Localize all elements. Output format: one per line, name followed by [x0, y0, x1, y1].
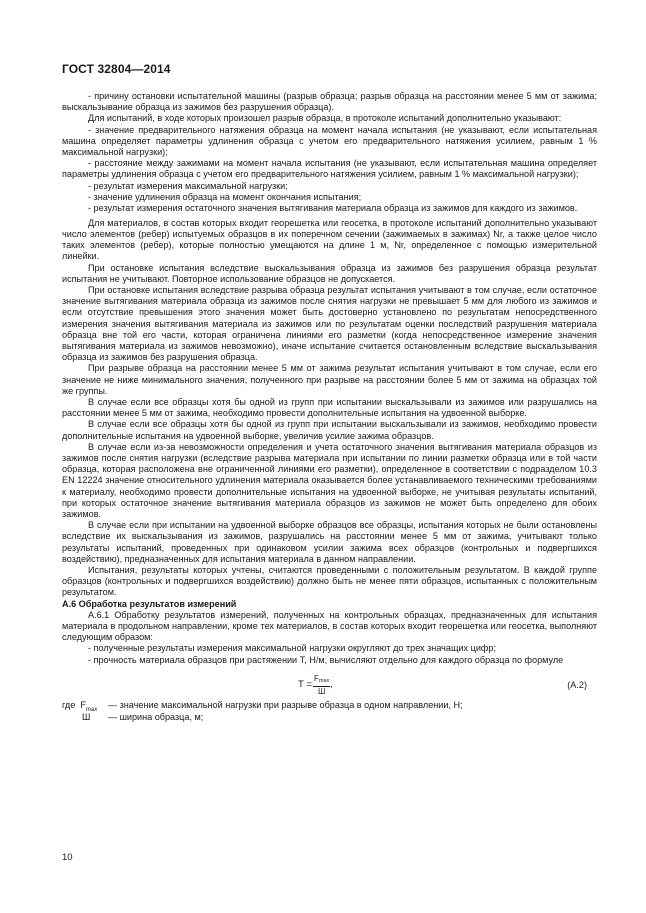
formula — [298, 674, 333, 696]
page-number: 10 — [62, 852, 73, 863]
formula-tail: , — [330, 679, 333, 691]
document-body — [62, 91, 597, 724]
paragraph-increase-clamp: В случае если все образцы хотя бы одной из групп при испытании выскальзывали из зажимов, необходимо провести дополнительные испытания на удвоенной выборке, увеличив усилие зажима образцов. — [62, 419, 597, 441]
legend-width-symbol: Ш — [82, 711, 91, 722]
legend-fmax — [62, 700, 597, 712]
legend-width-text: — ширина образца, м; — [108, 711, 204, 722]
legend-fmax-text: — значение максимальной нагрузки при разрыве образца в одном направлении, Н; — [108, 699, 463, 710]
paragraph-strength-formula-intro: - прочность материала образцов при растяжении Т, Н/м, вычисляют отдельно для каждого образца по формуле — [88, 654, 564, 665]
paragraph-rounding: - полученные результаты измерения максимальной нагрузки округляют до трех значащих цифр; — [88, 643, 496, 654]
paragraph-double-sample-results: В случае если при испытании на удвоенной выборке образцов все образцы, испытания которых не были остановлены вследствие их выскальзывания из зажимов, разрушались на расстоянии менее 5 мм от зажима, учитывают только результаты испытаний, проведенных при одинаковом усилии зажима всех образцов (контрольных и подвергшихся воздействию), предназначенных для испытания материала в данном направлении. — [62, 520, 597, 564]
paragraph-slip-stop: При остановке испытания вследствие выскальзывания образца из зажимов без разрушения образца результат испытания не учитывают. Повторное использование образцов не допускается. — [62, 262, 597, 284]
formula-lhs: Т = — [298, 679, 312, 691]
paragraph-break-tests: Для испытаний, в ходе которых произошел разрыв образца, в протоколе испытаний дополнительно указывают: — [88, 113, 562, 124]
formula-denominator: Ш — [317, 686, 326, 696]
paragraph-positive-results: Испытания, результаты которых учтены, считаются проведенными с положительным результатом. В каждой группе образцов (контрольных и подвергшихся воздействию) должно быть не менее пяти образцов, испытанных с положительным результатом. — [62, 565, 597, 598]
paragraph-a61: А.6.1 Обработку результатов измерений, полученных на контрольных образцах, предназначенных для испытания материала в продольном направлении, кроме тех материалов, в состав которых входит георешетка или геосетка, выполняют следующим образом: — [62, 609, 597, 643]
paragraph-max-load: - результат измерения максимальной нагрузки; — [88, 180, 288, 191]
paragraph-near-clamp-break: При разрыве образца на расстоянии менее 5 мм от зажима результат испытания учитывают в том случае, если его значение не ниже минимального значения, полученного при разрыве на расстоянии более 5 мм от зажима на образцах той же группы. — [62, 363, 597, 396]
paragraph-geogrid: Для материалов, в состав которых входит георешетка или геосетка, в протоколе испытаний дополнительно указывают число элементов (ребер) испытуемых образцов в их поперечном сечении (зажимаемых в зажимах) Nr, а также целое число таких элементов (ребер), которые полностью умещаются на длине 1 м, Nr, определенное с помощью измерительной линейки. — [62, 217, 597, 262]
paragraph-double-sample: В случае если все образцы хотя бы одной из групп при испытании выскальзывали из зажимов или разрушались на расстоянии менее 5 мм от зажима, необходимо провести дополнительные испытания на удвоенной выборке. — [62, 396, 597, 419]
formula-numerator: $F_{max}$ — [313, 674, 330, 687]
formula-block — [62, 670, 597, 700]
paragraph-rupture-stop: При остановке испытания вследствие разрыва образца результат испытания учитывают в том случае, если остаточное значение вытягивания материала образца из зажимов после снятия нагрузки не превышает 5 мм для любого из зажимов и если отсутствие превышения этого значения может быть достоверно установлено по результатам непосредственного измерения значения вытягивания материала из зажимов или по результатам оценки последствий разрушения материала образца вне той его части, которая ограничена линиями его разметки (когда непосредственное измерение значения вытягивания материала из зажимов невозможно), иначе испытание считается остановленным вследствие выскальзывания образца из зажимов без разрушения образца. — [62, 284, 597, 363]
paragraph-undetermined-residual: В случае если из-за невозможности определения и учета остаточного значения вытягивания материала образцов из зажимов после снятия нагрузки (вследствие разрыва материала при испытании по линии разметки образца или в той части образца, которая расположена вне ограниченной линиями его разметки), определенное в соответствии с подразделом 10.3 EN 12224 значение относительного удлинения материала оказывается более устанавливаемого техническими требованиями к материалу, необходимо провести дополнительные испытания на удвоенной выборке, не учитывая результаты испытаний, при которых остаточное значение вытягивания материала образцов из зажимов не может быть определено для обоих зажимов. — [62, 441, 597, 520]
legend-fmax-symbol: где $F_{max}$ — [62, 699, 98, 713]
paragraph-residual-pullout: - результат измерения остаточного значения вытягивания материала образца из зажимов для каждого из зажимов. — [88, 203, 578, 214]
section-heading: А.6 Обработка результатов измерений — [62, 598, 237, 609]
document-header: ГОСТ 32804—2014 — [62, 62, 171, 76]
paragraph-pretension: - значение предварительного натяжения образца на момент начала испытания (не указывают, если испытательная машина определяет параметры удлинения образца с учетом его предварительного натяжения усилием, равным 1 % максимальной нагрузки); — [62, 124, 597, 158]
paragraph-clamp-distance: - расстояние между зажимами на момент начала испытания (не указывают, если испытательная машина определяет параметры удлинения образца с учетом его предварительного натяжения усилием, равным 1 % максимальной нагрузки); — [62, 158, 597, 180]
formula-fraction — [313, 674, 330, 696]
legend-width — [62, 712, 597, 724]
paragraph-stop-reason: - причину остановки испытательной машины (разрыв образца; разрыв образца на расстоянии менее 5 мм от зажима; выскальзывание образца из зажимов без разрушения образца). — [62, 91, 597, 113]
paragraph-elongation: - значение удлинения образца на момент окончания испытания; — [88, 191, 362, 202]
equation-number: (А.2) — [567, 679, 587, 690]
